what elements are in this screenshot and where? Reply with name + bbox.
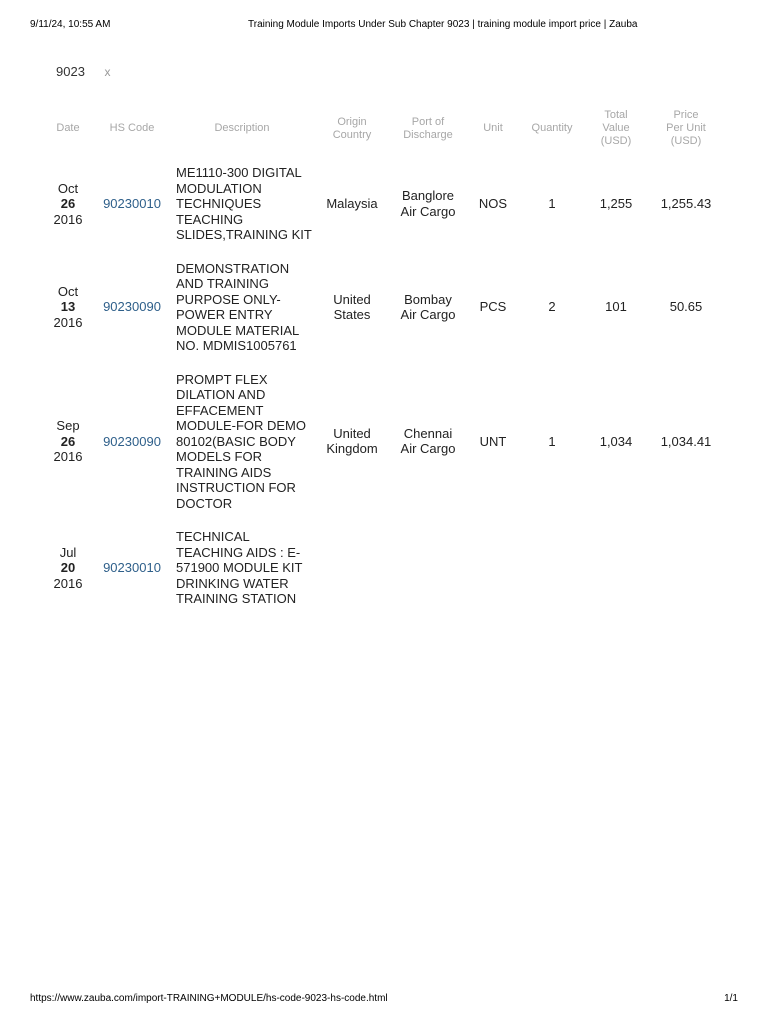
row-hs-code [96, 520, 168, 616]
row-unit [468, 520, 518, 616]
row-port-of-discharge: Banglore Air Cargo [400, 188, 456, 219]
column-header-price-per-unit: Price Per Unit (USD) [666, 109, 706, 147]
column-header-port-of-discharge: Port of Discharge [403, 115, 453, 141]
filter-chip [56, 64, 111, 79]
row-total-value: 101 [605, 299, 627, 315]
row-quantity: 1 [548, 196, 556, 211]
print-footer [30, 993, 738, 1007]
row-port-of-discharge: Bombay Air Cargo [400, 291, 456, 322]
row-price-per-unit [646, 520, 726, 616]
row-total-value: 1,255 [599, 196, 633, 211]
print-timestamp: 9/11/24, 10:55 AM [30, 19, 111, 30]
column-header-origin-country: Origin Country [332, 115, 372, 141]
table-row [40, 363, 726, 521]
row-port-of-discharge: Chennai Air Cargo [400, 425, 456, 457]
column-header-hs-code: HS Code [109, 122, 155, 134]
row-price-per-unit: 1,034.41 [660, 433, 712, 449]
hs-code-link[interactable]: 90230090 [103, 433, 161, 449]
remove-filter-button[interactable]: x [104, 65, 111, 79]
filter-value: 9023 [56, 64, 85, 79]
row-date: Jul 20 2016 [53, 544, 83, 591]
print-url: https://www.zauba.com/import-TRAINING+MODULE/hs-code-9023-hs-code.html [30, 993, 388, 1004]
row-price-per-unit: 1,255.43 [660, 196, 712, 211]
row-description: ME1110-300 DIGITAL MODULATION TECHNIQUES TEACHING SLIDES,TRAINING KIT [176, 165, 312, 242]
print-page-title: Training Module Imports Under Sub Chapter 9023 | training module import price | Zauba [248, 19, 638, 30]
row-quantity: 2 [548, 299, 556, 315]
row-quantity [518, 520, 586, 616]
row-hs-code [96, 156, 168, 252]
column-header-description: Description [214, 122, 270, 134]
table-row [40, 156, 726, 252]
row-date: Oct 26 2016 [53, 180, 83, 227]
row-hs-code [96, 252, 168, 363]
row-origin-country: United Kingdom [326, 425, 378, 457]
table-row [40, 520, 726, 616]
row-port-of-discharge [388, 520, 468, 616]
row-date: Sep 26 2016 [53, 418, 83, 464]
row-total-value: 1,034 [599, 433, 633, 449]
row-quantity: 1 [548, 433, 556, 449]
import-results-table [40, 102, 726, 616]
row-description: DEMONSTRATION AND TRAINING PURPOSE ONLY-POWER ENTRY MODULE MATERIAL NO. MDMIS1005761 [176, 260, 299, 353]
row-origin-country [316, 520, 388, 616]
print-header [30, 19, 738, 33]
row-origin-country: Malaysia [326, 196, 378, 211]
row-total-value [586, 520, 646, 616]
column-header-date: Date [56, 122, 80, 134]
row-description: PROMPT FLEX DILATION AND EFFACEMENT MODULE-FOR DEMO 80102(BASIC BODY MODELS FOR TRAINING AIDS INSTRUCTION FOR DOCTOR [176, 371, 306, 511]
row-unit: NOS [478, 196, 508, 211]
row-origin-country: United States [333, 291, 371, 322]
row-description: TECHNICAL TEACHING AIDS : E-571900 MODULE KIT DRINKING WATER TRAINING STATION [176, 529, 303, 606]
column-header-unit: Unit [483, 122, 503, 134]
row-unit: UNT [479, 433, 507, 449]
row-price-per-unit: 50.65 [669, 299, 703, 315]
column-header-total-value: Total Value (USD) [600, 109, 632, 147]
hs-code-link[interactable]: 90230010 [103, 560, 161, 575]
row-hs-code [96, 363, 168, 521]
row-date: Oct 13 2016 [53, 283, 83, 330]
column-header-quantity: Quantity [531, 122, 573, 134]
print-page-number: 1/1 [724, 993, 738, 1004]
hs-code-link[interactable]: 90230090 [103, 299, 161, 315]
hs-code-link[interactable]: 90230010 [103, 196, 161, 211]
table-row [40, 252, 726, 363]
row-unit: PCS [479, 299, 507, 315]
table-header-row [40, 102, 726, 156]
